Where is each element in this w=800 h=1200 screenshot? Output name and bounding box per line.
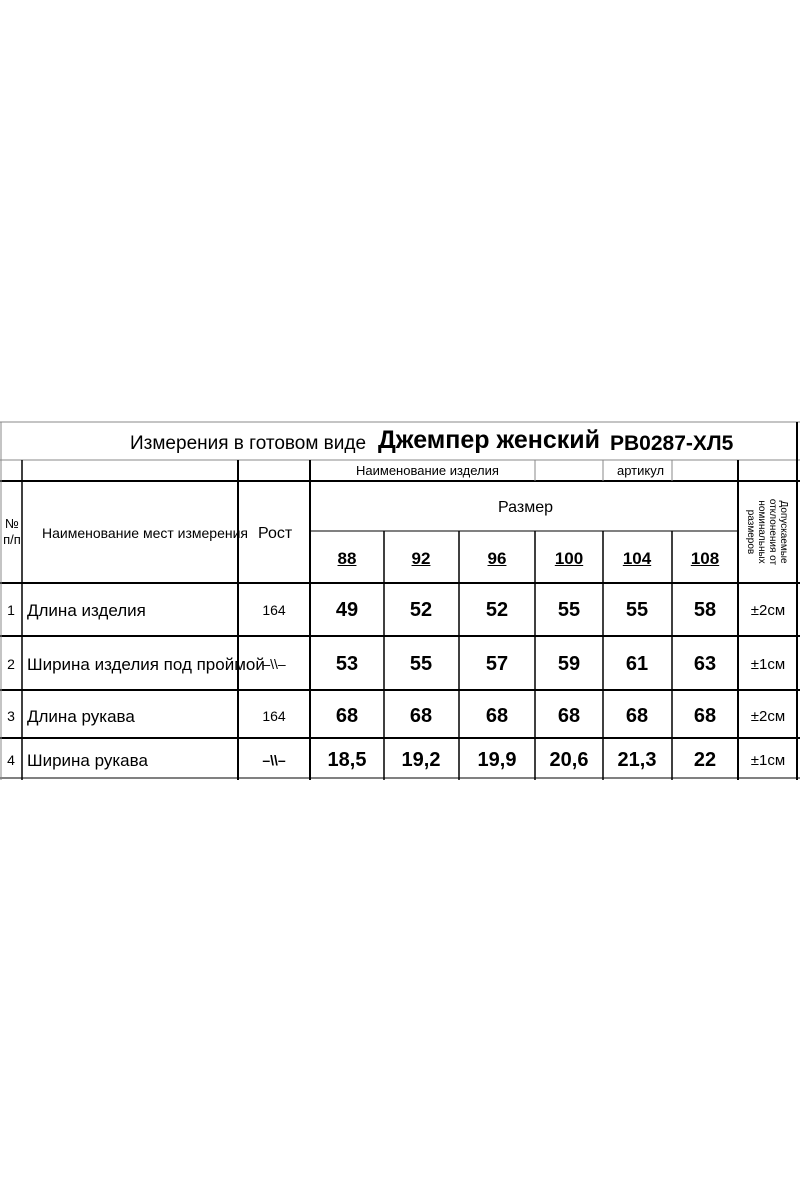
size-header: 104: [622, 549, 652, 568]
row-tolerance: ±2см: [750, 708, 786, 725]
row-tolerance: ±1см: [750, 752, 786, 769]
col-height-header: Рост: [258, 525, 293, 542]
row-name: Длина рукава: [27, 707, 135, 726]
product-name: Джемпер женский: [378, 426, 601, 454]
product-name-label: Наименование изделия: [356, 463, 499, 478]
row-value: 21,3: [617, 749, 657, 771]
col-tolerance-header: Допускаемые отклонения от номинальных размеров: [745, 498, 789, 566]
row-number: 2: [7, 656, 15, 672]
row-value: 57: [485, 653, 509, 675]
row-value: 61: [625, 653, 649, 675]
row-value: 49: [335, 599, 359, 621]
row-value: 22: [693, 749, 717, 771]
row-tolerance: ±2см: [750, 602, 786, 619]
row-value: 53: [335, 653, 359, 675]
row-height: –\\–: [262, 752, 286, 768]
row-value: 55: [557, 599, 581, 621]
row-value: 20,6: [549, 749, 589, 771]
row-height: 164: [262, 708, 286, 724]
row-value: 52: [485, 599, 509, 621]
row-value: 68: [485, 705, 509, 727]
row-value: 59: [557, 653, 581, 675]
col-size-header: Размер: [498, 499, 553, 516]
row-name: Ширина рукава: [27, 751, 148, 770]
size-header: 88: [337, 549, 357, 568]
row-value: 68: [693, 705, 717, 727]
row-value: 68: [409, 705, 433, 727]
row-value: 68: [557, 705, 581, 727]
row-name: Длина изделия: [27, 601, 146, 620]
row-value: 55: [625, 599, 649, 621]
article-label: артикул: [617, 463, 665, 478]
row-value: 19,2: [401, 749, 441, 771]
row-value: 68: [625, 705, 649, 727]
row-height: 164: [262, 602, 286, 618]
row-height: –\\–: [262, 656, 286, 672]
row-value: 52: [409, 599, 433, 621]
row-value: 19,9: [477, 749, 517, 771]
article-code: РВ0287-ХЛ5: [610, 432, 734, 455]
size-header: 92: [411, 549, 431, 568]
row-value: 68: [335, 705, 359, 727]
row-value: 58: [693, 599, 717, 621]
col-num-header: № п/п: [3, 516, 21, 547]
col-name-header: Наименование мест измерения: [42, 525, 249, 541]
caption-title: Измерения в готовом виде: [130, 433, 367, 454]
row-value: 18,5: [327, 749, 367, 771]
row-value: 55: [409, 653, 433, 675]
row-tolerance: ±1см: [750, 656, 786, 673]
row-value: 63: [693, 653, 717, 675]
size-header: 108: [690, 549, 720, 568]
row-number: 1: [7, 602, 15, 618]
size-header: 96: [487, 549, 507, 568]
size-header: 100: [554, 549, 584, 568]
row-name: Ширина изделия под проймой: [27, 655, 265, 674]
row-number: 4: [7, 752, 15, 768]
row-number: 3: [7, 708, 15, 724]
